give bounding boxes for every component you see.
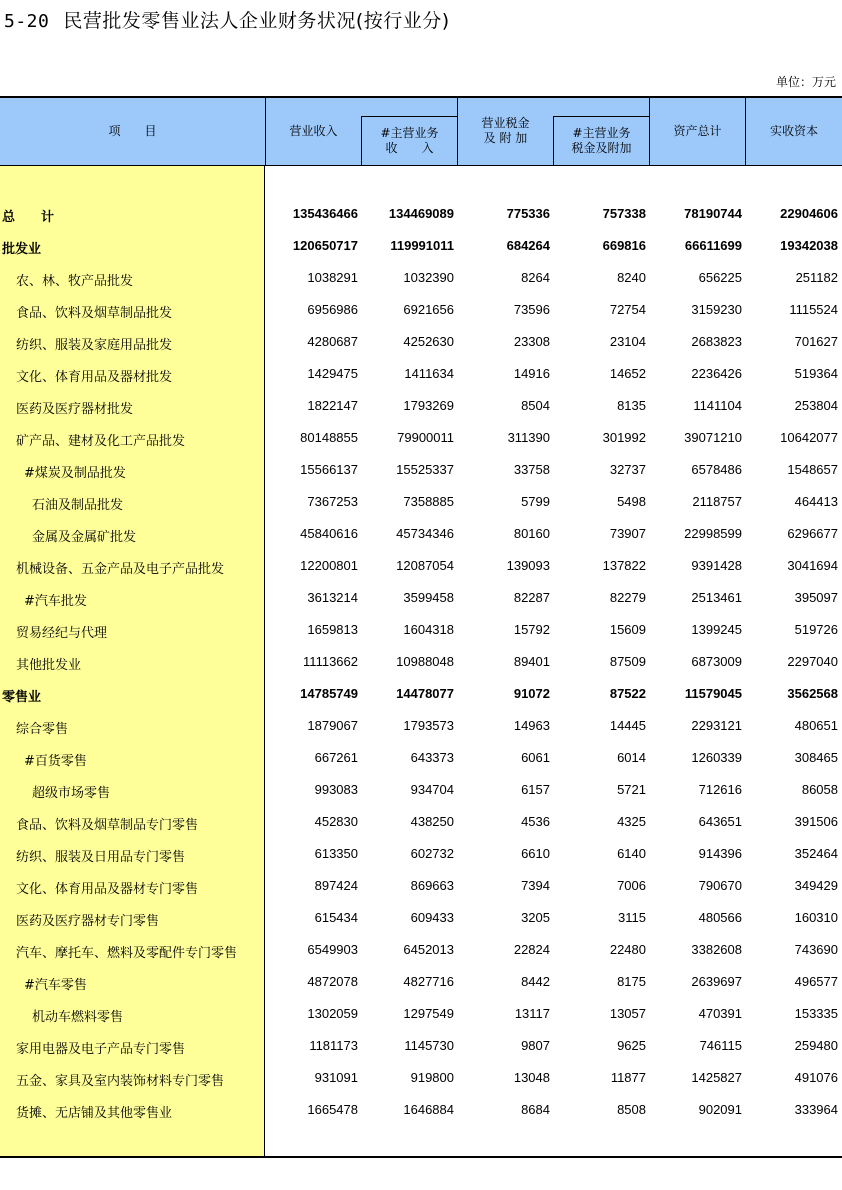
cell-value: 5799: [521, 494, 550, 509]
cell-value: 7367253: [307, 494, 358, 509]
cell-value: 6296677: [787, 526, 838, 541]
table-row: [0, 454, 842, 486]
cell-value: 6610: [521, 846, 550, 861]
cell-value: 1032390: [403, 270, 454, 285]
cell-value: 9807: [521, 1038, 550, 1053]
cell-value: 667261: [314, 750, 358, 765]
table-row: [0, 678, 842, 710]
cell-value: 4872078: [307, 974, 358, 989]
cell-value: 1425827: [691, 1070, 742, 1085]
cell-value: 613350: [314, 846, 358, 861]
table-bottom-rule: [0, 1156, 842, 1158]
table-row: [0, 582, 842, 614]
table-row: [0, 806, 842, 838]
cell-value: 14445: [609, 718, 646, 733]
cell-value: 491076: [794, 1070, 838, 1085]
cell-value: 3205: [521, 910, 550, 925]
table-row: [0, 198, 842, 230]
cell-value: 251182: [795, 270, 838, 285]
cell-value: 914396: [698, 846, 742, 861]
cell-value: 14652: [609, 366, 646, 381]
row-label: 机械设备、五金产品及电子产品批发: [16, 562, 225, 577]
cell-value: 80148855: [300, 430, 358, 445]
header-item: 项 目: [108, 123, 157, 138]
cell-value: 11579045: [684, 686, 742, 701]
cell-value: 8442: [521, 974, 550, 989]
cell-value: 1181173: [309, 1038, 358, 1053]
table-row: [0, 838, 842, 870]
cell-value: 6140: [617, 846, 646, 861]
cell-value: 137822: [602, 558, 646, 573]
cell-value: 7358885: [403, 494, 454, 509]
cell-value: 656225: [698, 270, 742, 285]
table-row: [0, 870, 842, 902]
cell-value: 4252630: [403, 334, 454, 349]
cell-value: 391506: [794, 814, 838, 829]
cell-value: 1260339: [691, 750, 742, 765]
cell-value: 10988048: [396, 654, 454, 669]
cell-value: 33758: [513, 462, 550, 477]
cell-value: 712616: [698, 782, 742, 797]
cell-value: 333964: [794, 1102, 838, 1117]
cell-value: 1659813: [307, 622, 358, 637]
cell-value: 8175: [617, 974, 646, 989]
row-label: 贸易经纪与代理: [16, 626, 108, 641]
cell-value: 3613214: [307, 590, 358, 605]
cell-value: 1297549: [403, 1006, 454, 1021]
cell-value: 6157: [521, 782, 550, 797]
cell-value: 1646884: [403, 1102, 454, 1117]
cell-value: 10642077: [780, 430, 838, 445]
cell-value: 684264: [506, 238, 550, 253]
header-main-revenue: #主营业务 收 入: [380, 126, 439, 155]
cell-value: 1879067: [307, 718, 358, 733]
cell-value: 89401: [513, 654, 550, 669]
table-row: [0, 390, 842, 422]
cell-value: 2513461: [691, 590, 742, 605]
cell-value: 91072: [513, 686, 550, 701]
cell-value: 669816: [602, 238, 646, 253]
cell-value: 14478077: [396, 686, 454, 701]
cell-value: 7394: [521, 878, 550, 893]
cell-value: 496577: [794, 974, 838, 989]
cell-value: 643651: [698, 814, 742, 829]
cell-value: 86058: [801, 782, 838, 797]
row-label: #百货零售: [24, 754, 87, 769]
cell-value: 993083: [314, 782, 358, 797]
cell-value: 12200801: [300, 558, 358, 573]
cell-value: 902091: [698, 1102, 742, 1117]
row-label: 食品、饮料及烟草制品批发: [16, 306, 173, 321]
table-row: [0, 358, 842, 390]
cell-value: 23104: [609, 334, 646, 349]
cell-value: 609433: [410, 910, 454, 925]
cell-value: 45840616: [300, 526, 358, 541]
row-label: 石油及制品批发: [32, 498, 124, 513]
cell-value: 1793269: [403, 398, 454, 413]
cell-value: 119991011: [390, 238, 454, 253]
cell-value: 78190744: [684, 206, 742, 221]
cell-value: 311390: [507, 430, 550, 445]
table-row: [0, 774, 842, 806]
cell-value: 897424: [314, 878, 358, 893]
cell-value: 1793573: [403, 718, 454, 733]
cell-value: 519364: [794, 366, 838, 381]
table-row: [0, 518, 842, 550]
cell-value: 5498: [617, 494, 646, 509]
header-capital: 实收资本: [769, 123, 818, 138]
cell-value: 13117: [514, 1006, 550, 1021]
cell-value: 1399245: [691, 622, 742, 637]
cell-value: 1302059: [307, 1006, 358, 1021]
cell-value: 14916: [513, 366, 550, 381]
cell-value: 480566: [698, 910, 742, 925]
cell-value: 73596: [513, 302, 550, 317]
cell-value: 19342038: [780, 238, 838, 253]
table-row: [0, 1030, 842, 1062]
cell-value: 352464: [794, 846, 838, 861]
cell-value: 2297040: [787, 654, 838, 669]
table-row: [0, 934, 842, 966]
cell-value: 4827716: [403, 974, 454, 989]
cell-value: 602732: [410, 846, 454, 861]
cell-value: 253804: [794, 398, 838, 413]
cell-value: 2236426: [691, 366, 742, 381]
cell-value: 775336: [506, 206, 550, 221]
cell-value: 452830: [314, 814, 358, 829]
header-assets: 资产总计: [673, 123, 722, 138]
cell-value: 931091: [314, 1070, 358, 1085]
cell-value: 8135: [617, 398, 646, 413]
cell-value: 746115: [699, 1038, 742, 1053]
cell-value: 7006: [617, 878, 646, 893]
cell-value: 6549903: [307, 942, 358, 957]
cell-value: 9391428: [691, 558, 742, 573]
cell-value: 4536: [521, 814, 550, 829]
table-row: [0, 326, 842, 358]
cell-value: 1038291: [307, 270, 358, 285]
table-row: [0, 550, 842, 582]
header-main-tax: #主营业务 税金及附加: [571, 126, 632, 155]
row-label: 汽车、摩托车、燃料及零配件专门零售: [16, 946, 238, 961]
cell-value: 79900011: [397, 430, 454, 445]
cell-value: 1141104: [693, 398, 742, 413]
row-label: 总 计: [2, 210, 55, 225]
table-row: [0, 614, 842, 646]
cell-value: 3562568: [787, 686, 838, 701]
table-row: [0, 230, 842, 262]
table-row: [0, 262, 842, 294]
cell-value: 2639697: [691, 974, 742, 989]
row-label: 矿产品、建材及化工产品批发: [16, 434, 186, 449]
row-label: 金属及金属矿批发: [32, 530, 137, 545]
table-row: [0, 1062, 842, 1094]
cell-value: 87509: [609, 654, 646, 669]
table-row: [0, 902, 842, 934]
cell-value: 519726: [794, 622, 838, 637]
cell-value: 8240: [617, 270, 646, 285]
cell-value: 15609: [609, 622, 646, 637]
cell-value: 1604318: [403, 622, 454, 637]
cell-value: 135436466: [292, 206, 358, 221]
row-label: 食品、饮料及烟草制品专门零售: [16, 818, 199, 833]
row-label: 批发业: [2, 242, 42, 257]
cell-value: 643373: [410, 750, 454, 765]
cell-value: 6578486: [691, 462, 742, 477]
cell-value: 8504: [521, 398, 550, 413]
cell-value: 39071210: [684, 430, 742, 445]
cell-value: 6873009: [691, 654, 742, 669]
cell-value: 8508: [617, 1102, 646, 1117]
cell-value: 301992: [602, 430, 646, 445]
cell-value: 73907: [609, 526, 646, 541]
cell-value: 12087054: [396, 558, 454, 573]
row-label: #汽车批发: [24, 594, 87, 609]
table-row: [0, 710, 842, 742]
cell-value: 3599458: [403, 590, 454, 605]
cell-value: 6921656: [403, 302, 454, 317]
table-row: [0, 294, 842, 326]
header-tax: 营业税金 及 附 加: [481, 116, 530, 145]
row-label: 超级市场零售: [32, 786, 111, 801]
cell-value: 13048: [513, 1070, 550, 1085]
table-row: [0, 998, 842, 1030]
cell-value: 82287: [513, 590, 550, 605]
cell-value: 6014: [617, 750, 646, 765]
cell-value: 3382608: [691, 942, 742, 957]
cell-value: 1822147: [307, 398, 358, 413]
cell-value: 23308: [513, 334, 550, 349]
cell-value: 32737: [609, 462, 646, 477]
table-row: [0, 1094, 842, 1126]
row-label: #煤炭及制品批发: [24, 466, 126, 481]
cell-value: 1411634: [404, 366, 454, 381]
cell-value: 349429: [794, 878, 838, 893]
cell-value: 22998599: [684, 526, 742, 541]
cell-value: 87522: [609, 686, 646, 701]
cell-value: 120650717: [292, 238, 358, 253]
cell-value: 2118757: [692, 494, 742, 509]
row-label: #汽车零售: [24, 978, 87, 993]
cell-value: 139093: [506, 558, 550, 573]
cell-value: 45734346: [396, 526, 454, 541]
cell-value: 480651: [794, 718, 838, 733]
table-row: [0, 422, 842, 454]
cell-value: 1665478: [307, 1102, 358, 1117]
row-label: 其他批发业: [16, 658, 82, 673]
cell-value: 11113662: [303, 654, 358, 669]
table-title: 民营批发零售业法人企业财务状况(按行业分): [63, 10, 450, 32]
cell-value: 395097: [794, 590, 838, 605]
cell-value: 11877: [610, 1070, 646, 1085]
cell-value: 3041694: [787, 558, 838, 573]
cell-value: 22904606: [780, 206, 838, 221]
row-label: 零售业: [2, 690, 42, 705]
cell-value: 15566137: [300, 462, 358, 477]
cell-value: 259480: [794, 1038, 838, 1053]
row-label: 机动车燃料零售: [32, 1010, 124, 1025]
cell-value: 438250: [410, 814, 454, 829]
unit-label: 单位：万元: [775, 75, 836, 89]
cell-value: 3159230: [691, 302, 742, 317]
cell-value: 869663: [410, 878, 454, 893]
cell-value: 22824: [513, 942, 550, 957]
table-row: [0, 646, 842, 678]
cell-value: 743690: [794, 942, 838, 957]
cell-value: 15792: [513, 622, 550, 637]
cell-value: 6452013: [403, 942, 454, 957]
cell-value: 464413: [794, 494, 838, 509]
cell-value: 66611699: [684, 238, 742, 253]
header-revenue: 营业收入: [289, 124, 338, 138]
table-number: 5-20: [4, 11, 50, 32]
row-label: 医药及医疗器材专门零售: [16, 914, 160, 929]
cell-value: 790670: [698, 878, 742, 893]
row-label: 农、林、牧产品批发: [16, 274, 134, 289]
cell-value: 15525337: [396, 462, 454, 477]
cell-value: 4280687: [307, 334, 358, 349]
cell-value: 1115524: [789, 302, 838, 317]
cell-value: 134469089: [388, 206, 454, 221]
table-row: [0, 742, 842, 774]
cell-value: 160310: [794, 910, 838, 925]
cell-value: 153335: [794, 1006, 838, 1021]
cell-value: 470391: [698, 1006, 742, 1021]
cell-value: 1548657: [787, 462, 838, 477]
cell-value: 14963: [513, 718, 550, 733]
row-label: 文化、体育用品及器材专门零售: [16, 882, 199, 897]
cell-value: 1429475: [307, 366, 358, 381]
row-label: 货摊、无店铺及其他零售业: [16, 1106, 173, 1121]
cell-value: 701627: [794, 334, 838, 349]
cell-value: 22480: [609, 942, 646, 957]
row-label: 家用电器及电子产品专门零售: [16, 1042, 186, 1057]
cell-value: 1145730: [404, 1038, 454, 1053]
cell-value: 14785749: [300, 686, 358, 701]
row-label: 文化、体育用品及器材批发: [16, 370, 173, 385]
row-label: 综合零售: [16, 722, 69, 737]
row-label: 纺织、服装及家庭用品批发: [16, 338, 173, 353]
table-row: [0, 486, 842, 518]
row-label: 五金、家具及室内装饰材料专门零售: [16, 1074, 225, 1089]
cell-value: 615434: [314, 910, 358, 925]
cell-value: 757338: [602, 206, 646, 221]
cell-value: 3115: [618, 910, 646, 925]
cell-value: 72754: [609, 302, 646, 317]
cell-value: 9625: [617, 1038, 646, 1053]
cell-value: 80160: [513, 526, 550, 541]
cell-value: 308465: [794, 750, 838, 765]
table-row: [0, 966, 842, 998]
cell-value: 8684: [521, 1102, 550, 1117]
cell-value: 4325: [617, 814, 646, 829]
cell-value: 2293121: [691, 718, 742, 733]
cell-value: 919800: [410, 1070, 454, 1085]
cell-value: 8264: [521, 270, 550, 285]
cell-value: 6956986: [307, 302, 358, 317]
cell-value: 5721: [617, 782, 646, 797]
cell-value: 2683823: [691, 334, 742, 349]
cell-value: 934704: [410, 782, 454, 797]
row-label: 医药及医疗器材批发: [16, 402, 134, 417]
row-label: 纺织、服装及日用品专门零售: [16, 850, 186, 865]
page-title: [4, 6, 450, 33]
cell-value: 82279: [609, 590, 646, 605]
cell-value: 13057: [609, 1006, 646, 1021]
cell-value: 6061: [521, 750, 550, 765]
